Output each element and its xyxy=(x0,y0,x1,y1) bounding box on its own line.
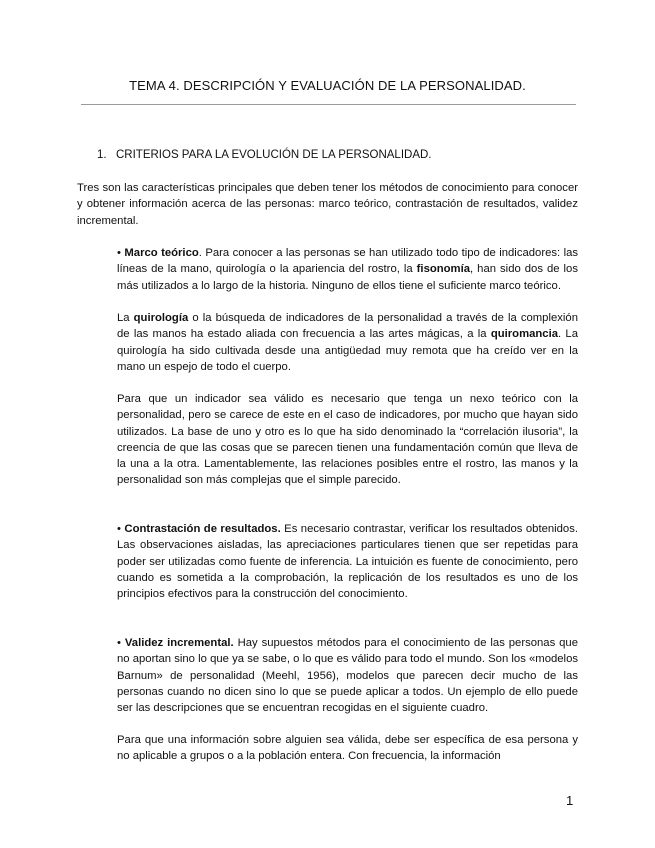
title-divider xyxy=(81,104,576,105)
contrastacion-paragraph xyxy=(117,521,578,602)
quirologia-lead: La xyxy=(117,312,134,324)
validez-paragraph xyxy=(117,635,578,716)
section-heading-text: CRITERIOS PARA LA EVOLUCIÓN DE LA PERSONALIDAD. xyxy=(116,149,432,161)
intro-paragraph xyxy=(77,180,578,229)
section-number: 1. xyxy=(97,149,107,161)
term-marco-teorico: Marco teórico xyxy=(124,247,199,259)
term-contrastacion: Contrastación de resultados. xyxy=(124,523,281,535)
term-quiromancia: quiromancia xyxy=(490,328,559,341)
section-heading xyxy=(97,149,432,161)
page-number: 1 xyxy=(566,793,574,808)
marco-teorico-paragraph xyxy=(117,245,578,294)
indicador-paragraph xyxy=(117,391,578,489)
quirologia-paragraph xyxy=(117,310,578,375)
term-validez-incremental: Validez incremental. xyxy=(124,637,234,649)
informacion-paragraph xyxy=(117,732,578,765)
page-title: TEMA 4. DESCRIPCIÓN Y EVALUACIÓN DE LA PERSONALIDAD. xyxy=(129,78,526,93)
marco-text-2: , han sido dos de los más utilizados a lo largo de la historia. Ninguno de ellos tiene el suficiente marco teórico. xyxy=(117,263,578,292)
indicador-text: Para que un indicador sea válido es necesario que tenga un nexo teórico con la personalidad, pero se carece de este en el caso de indicadores, por mucho que hayan sido utilizados. La base de uno y otro es lo que ha sido denominado la “correlación ilusoria”, la creencia de que las cosas que se parecen tienen una fundamentación común que lleva de la una a la otra. Lamentablemente, las relaciones posibles entre el rostro, las manos y la personalidad son más complejas que el simple parecido. xyxy=(117,393,578,487)
intro-text: Tres son las características principales que deben tener los métodos de conocimiento para conocer y obtener información acerca de las personas: marco teórico, contrastación de resultados, validez incremental. xyxy=(77,182,578,227)
informacion-text: Para que una información sobre alguien sea válida, debe ser específica de esa persona y no aplicable a grupos o a la población entera. Con frecuencia, la información xyxy=(117,734,578,763)
bullet: • xyxy=(117,523,125,535)
quirologia-text-2: . La quirología ha sido cultivada desde una antigüedad muy remota que ha creído ver en la mano un espejo de todo el cuerpo. xyxy=(117,328,578,373)
term-fisonomia: fisonomía xyxy=(416,263,471,276)
bullet: • xyxy=(117,247,125,259)
validez-text: Hay supuestos métodos para el conocimiento de las personas que no aportan sino lo que ya se sabe, o lo que es válido para todo el mundo. Son los «modelos Barnum» de personalidad (Meehl, 1956), modelos que parecen decir mucho de las personas cuando no dicen sino lo que se puede aplicar a todos. Un ejemplo de ello puede ser las descripciones que se encuentran recogidas en el siguiente cuadro. xyxy=(117,637,578,715)
bullet: • xyxy=(117,637,125,649)
marco-text-1: . Para conocer a las personas se han utilizado todo tipo de indicadores: las líneas de la mano, quirología o la apariencia del rostro, la xyxy=(117,247,579,276)
contrastacion-text: Es necesario contrastar, verificar los resultados obtenidos. Las observaciones aisladas, las apreciaciones particulares tienen que ser repetidas para poder ser utilizadas como fuente de inferencia. La intuición es fuente de conocimiento, pero cuando es sometida a la comprobación, la replicación de los resultados es uno de los principios efectivos para la construcción del conocimiento. xyxy=(117,523,579,601)
term-quirologia: quirología xyxy=(133,312,189,324)
quirologia-text-1: o la búsqueda de indicadores de la personalidad a través de la complexión de las manos ha estado aliada con frecuencia a las artes mágicas, a la xyxy=(117,312,578,341)
